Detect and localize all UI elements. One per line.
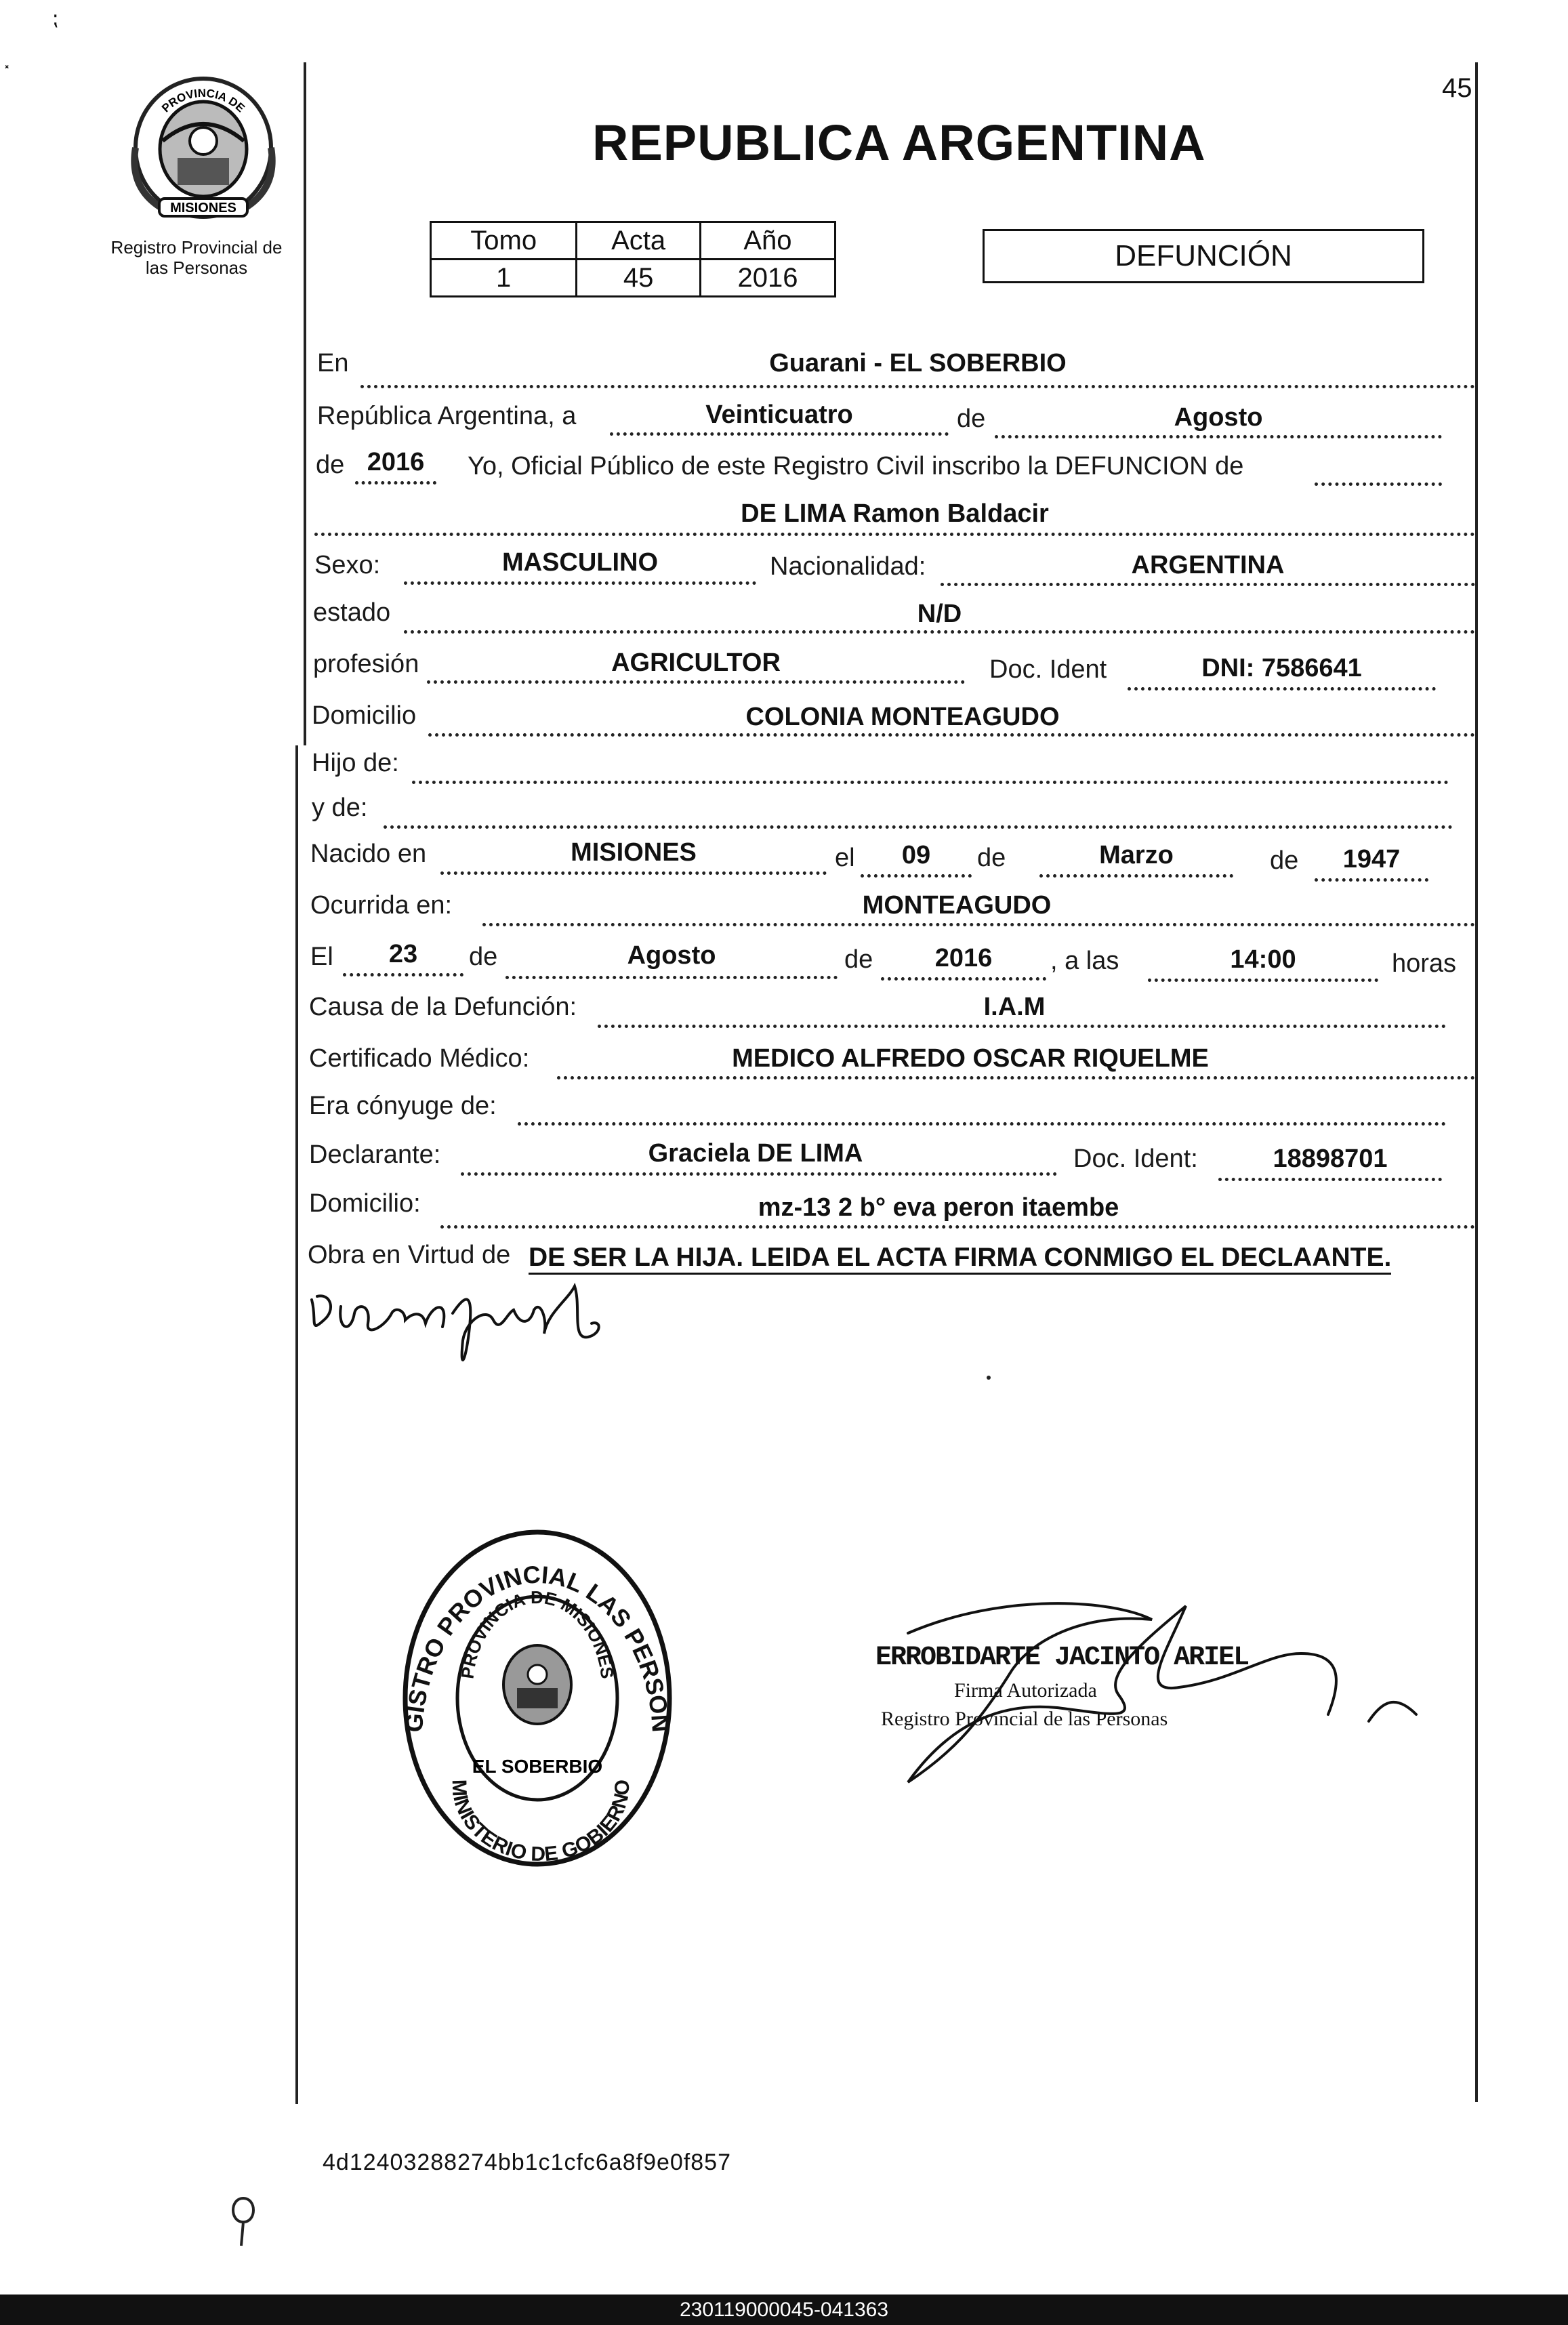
official-office: Registro Provincial de las Personas	[881, 1708, 1168, 1730]
label-el: El	[310, 943, 333, 971]
field-line	[1315, 878, 1428, 882]
label-horas: horas	[1392, 949, 1457, 978]
field-line	[440, 1225, 1475, 1229]
page-title: REPUBLICA ARGENTINA	[592, 115, 1206, 171]
label-de: de	[957, 405, 986, 433]
field-dia-letras: Veinticuatro	[705, 400, 853, 429]
field-nacionalidad: ARGENTINA	[1131, 551, 1285, 579]
label-causa: Causa de la Defunción:	[309, 993, 577, 1021]
official-signature	[827, 1579, 1437, 1806]
field-line	[314, 533, 1475, 536]
label-estado: estado	[313, 598, 391, 627]
label-doc-ident: Doc. Ident:	[1073, 1145, 1198, 1173]
label-en: En	[317, 349, 349, 377]
field-defuncion-dia: 23	[388, 940, 418, 968]
scan-mark	[987, 1376, 991, 1380]
field-fallecido: DE LIMA Ramon Baldacir	[741, 499, 1049, 528]
field-line	[412, 781, 1449, 784]
field-ocurrida-en: MONTEAGUDO	[862, 891, 1052, 920]
label-el: el	[835, 844, 855, 872]
field-causa: I.A.M	[983, 993, 1046, 1021]
field-line	[428, 733, 1475, 737]
field-nacido-dia: 09	[901, 841, 931, 869]
field-line	[427, 680, 965, 684]
table-cell: 2016	[700, 260, 835, 297]
field-line	[404, 581, 756, 585]
registry-seal-icon	[392, 1515, 683, 1874]
table-header: Acta	[577, 222, 701, 260]
label-nacionalidad: Nacionalidad:	[770, 552, 926, 581]
svg-text:MINISTERIO DE GOBIERNO: MINISTERIO DE GOBIERNO	[447, 1779, 634, 1866]
official-seal	[392, 1515, 683, 1878]
field-declarante-doc: 18898701	[1273, 1145, 1388, 1173]
register-table	[430, 221, 836, 297]
label-de: de	[469, 943, 498, 971]
field-mes: Agosto	[1174, 403, 1263, 432]
field-nacido-mes: Marzo	[1099, 841, 1174, 869]
field-line	[941, 583, 1475, 586]
label-y-de: y de:	[312, 794, 368, 822]
field-nacido-en: MISIONES	[571, 838, 697, 867]
field-profesion: AGRICULTOR	[611, 649, 781, 677]
field-hora: 14:00	[1230, 945, 1296, 974]
field-lugar: Guarani - EL SOBERBIO	[769, 349, 1067, 377]
field-estado: N/D	[917, 600, 962, 628]
field-line	[482, 923, 1475, 926]
field-line	[1039, 874, 1233, 878]
field-declarante: Graciela DE LIMA	[648, 1139, 863, 1168]
label-domicilio: Domicilio	[312, 701, 417, 730]
scan-mark	[226, 2192, 260, 2256]
label-doc-ident: Doc. Ident	[989, 655, 1107, 684]
barcode-text: 230119000045-041363	[679, 2299, 889, 2321]
provincial-logo	[122, 73, 285, 222]
field-declarante-domicilio: mz-13 2 b° eva peron itaembe	[758, 1193, 1119, 1222]
label-hijo-de: Hijo de:	[312, 749, 399, 777]
label-certificado: Certificado Médico:	[309, 1044, 530, 1073]
field-line	[404, 630, 1475, 634]
field-defuncion-mes: Agosto	[627, 941, 716, 970]
label-domicilio: Domicilio:	[309, 1189, 421, 1218]
field-obra-en-virtud: DE SER LA HIJA. LEIDA EL ACTA FIRMA CONMIGO EL DECLAANTE.	[529, 1243, 1391, 1275]
coat-of-arms-icon	[122, 73, 285, 222]
label-republica: República Argentina, a	[317, 402, 577, 430]
official-title: Firma Autorizada	[954, 1679, 1097, 1702]
official-name: ERROBIDARTE JACINTO ARIEL	[875, 1643, 1249, 1673]
table-cell: 45	[577, 260, 701, 297]
label-declarante: Declarante:	[309, 1140, 441, 1169]
field-line	[1128, 687, 1436, 691]
label-profesion: profesión	[313, 650, 419, 678]
label-de: de	[844, 945, 873, 974]
svg-text:EL SOBERBIO: EL SOBERBIO	[472, 1756, 603, 1777]
svg-text:PROVINCIA DE: PROVINCIA DE	[159, 86, 247, 115]
label-a-las: , a las	[1050, 947, 1119, 975]
field-line	[506, 976, 838, 979]
svg-text:PROVINCIA DE MISIONES: PROVINCIA DE MISIONES	[457, 1586, 618, 1681]
field-certificado: MEDICO ALFREDO OSCAR RIQUELME	[732, 1044, 1209, 1073]
left-border	[304, 62, 306, 745]
label-de: de	[316, 451, 345, 479]
scan-mark: ⸼	[5, 46, 10, 68]
document-type: DEFUNCIÓN	[1115, 239, 1292, 272]
label-conyuge: Era cónyuge de:	[309, 1092, 497, 1120]
field-line	[1315, 482, 1442, 486]
field-line	[518, 1122, 1446, 1126]
field-sexo: MASCULINO	[501, 548, 659, 577]
field-line	[610, 432, 949, 436]
field-line	[881, 977, 1046, 981]
label-yo: Yo, Oficial Público de este Registro Civil inscribo la DEFUNCION de	[468, 452, 1244, 480]
right-border	[1475, 62, 1478, 2102]
field-anio: 2016	[367, 448, 425, 476]
field-line	[384, 825, 1453, 829]
field-line	[1148, 979, 1378, 982]
field-line	[861, 874, 972, 878]
field-line	[360, 385, 1475, 388]
declarant-signature	[304, 1273, 629, 1384]
field-line	[355, 481, 436, 485]
label-obra: Obra en Virtud de	[308, 1241, 511, 1269]
svg-text:REGISTRO PROVINCIAL LAS PERSO: GISTRO PROVINCIAL LAS PERSON	[399, 1560, 676, 1733]
label-de: de	[1270, 846, 1299, 875]
label-sexo: Sexo:	[314, 551, 381, 579]
label-nacido-en: Nacido en	[310, 840, 427, 868]
field-line	[461, 1172, 1057, 1176]
field-defuncion-anio: 2016	[934, 944, 993, 972]
scan-mark: ⁏	[51, 7, 59, 30]
field-line	[598, 1025, 1446, 1028]
field-line	[557, 1076, 1475, 1079]
document-type-box	[983, 229, 1424, 283]
document-hash: 4d12403288274bb1c1cfc6a8f9e0f857	[323, 2149, 731, 2175]
field-line	[1218, 1178, 1442, 1181]
field-nacido-anio: 1947	[1342, 845, 1401, 873]
registry-name: Registro Provincial de las Personas	[110, 237, 283, 278]
table-cell: 1	[431, 260, 577, 297]
table-header: Tomo	[431, 222, 577, 260]
label-ocurrida-en: Ocurrida en:	[310, 891, 453, 920]
left-border	[295, 745, 298, 2104]
svg-text:MISIONES: MISIONES	[170, 201, 236, 215]
label-de: de	[977, 844, 1006, 872]
field-line	[343, 973, 463, 976]
page-number: 45	[1442, 73, 1472, 103]
field-doc-ident: DNI: 7586641	[1201, 654, 1362, 682]
barcode-strip	[0, 2295, 1568, 2325]
field-line	[440, 871, 827, 875]
field-domicilio: COLONIA MONTEAGUDO	[745, 703, 1060, 731]
table-header: Año	[700, 222, 835, 260]
field-line	[995, 435, 1442, 438]
